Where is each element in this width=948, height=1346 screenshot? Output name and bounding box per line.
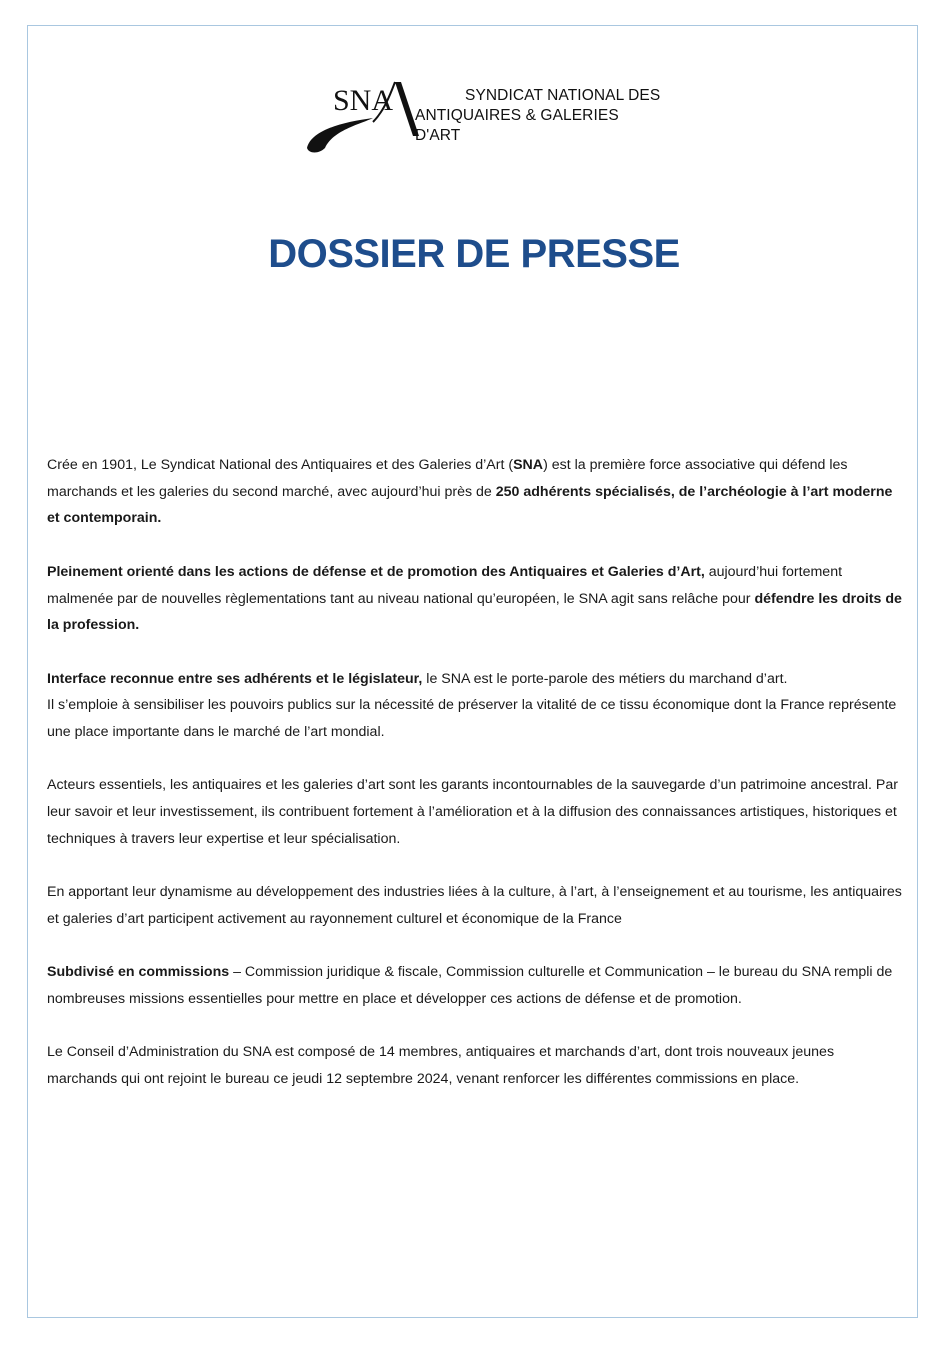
paragraph-commissions: Subdivisé en commissions – Commission juridique & fiscale, Commission culturelle et Communication – le bureau du SNA rempli de nombreuses missions essentielles pour mettre en place et développer ces actions de défense et de promotion.	[47, 964, 893, 1007]
press-body	[47, 452, 907, 1119]
svg-text:SNA: SNA	[333, 84, 394, 117]
page-title: DOSSIER DE PRESSE	[268, 232, 680, 276]
logo-line-2: ANTIQUAIRES & GALERIES D'ART	[415, 107, 619, 144]
paragraph-dynamism: En apportant leur dynamisme au développement des industries liées à la culture, à l’art, à l’enseignement et au tourisme, les antiquaires et galeries d’art participent activement au rayonnement culturel et économique de la France	[47, 884, 902, 927]
paragraph-actors: Acteurs essentiels, les antiquaires et les galeries d’art sont les garants incontournables de la sauvegarde d’un patrimoine ancestral. Par leur savoir et leur investissement, ils contribuent fortement à l’amélioration et à la diffusion des connaissances artistiques, historiques et techniques à travers leur expertise et leur spécialisation.	[47, 777, 898, 847]
paragraph-interface: Interface reconnue entre ses adhérents et le législateur, le SNA est le porte-parole des métiers du marchand d’art. Il s’emploie à sensibiliser les pouvoirs publics sur la nécessité de préserver la vitalité de ce tissu économique dont la France représente une place importante dans le marché de l’art mondial.	[47, 670, 897, 740]
logo-line-1: SYNDICAT NATIONAL DES	[465, 87, 661, 104]
paragraph-board: Le Conseil d’Administration du SNA est composé de 14 membres, antiquaires et marchands d’art, dont trois nouveaux jeunes marchands qui ont rejoint le bureau ce jeudi 12 septembre 2024, venant renforcer les différentes commissions en place.	[47, 1044, 835, 1088]
paragraph-intro: Crée en 1901, Le Syndicat National des Antiquaires et des Galeries d’Art (SNA) est la première force associative qui défend les marchands et les galeries du second marché, avec aujourd’hui près de 250 adhérents spécialisés, de l’archéologie à l’art moderne et contemporain.	[47, 457, 893, 527]
paragraph-mission: Pleinement orienté dans les actions de défense et de promotion des Antiquaires et Galeries d’Art, aujourd’hui fortement malmenée par de nouvelles règlementations tant au niveau national qu’européen, le SNA agit sans relâche pour défendre les droits de la profession.	[47, 563, 902, 634]
sna-monogram-icon	[303, 78, 433, 158]
logo-wordmark	[415, 86, 663, 146]
sna-logo	[303, 78, 663, 158]
